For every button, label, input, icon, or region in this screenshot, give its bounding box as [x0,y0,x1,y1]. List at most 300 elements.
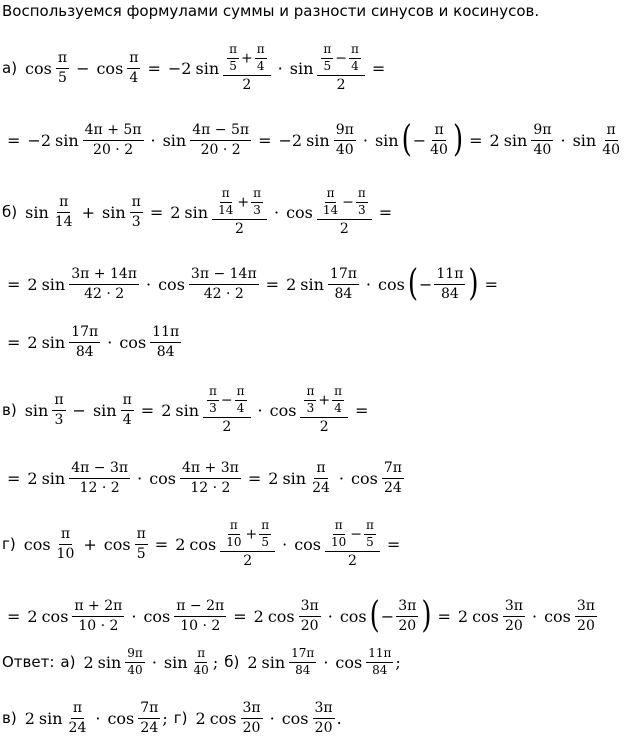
numerator: 3π [241,700,263,718]
math-token: cos [103,534,131,554]
numerator: π [314,460,327,478]
fraction [317,43,365,93]
numerator: π [356,187,368,203]
numerator: π [56,50,69,68]
math-token: cos [351,468,378,488]
parenthesis: ( [369,595,380,637]
denominator: 84 [156,343,175,360]
operator: = [469,130,483,150]
operator: = [7,130,21,150]
denominator: 4 [129,69,139,86]
math-token: − [350,526,363,543]
math-token: ; [162,708,168,728]
numerator: π [59,526,72,544]
fraction [127,50,140,85]
math-token: −2 [167,58,192,78]
parenthesis: ) [421,595,432,637]
math-token: − [342,194,354,211]
line-b2 [2,264,503,304]
denominator: 84 [440,285,459,302]
denominator: 5 [229,58,237,73]
operator: = [247,468,262,488]
math-token: − [418,274,433,294]
fraction [321,43,333,74]
fraction [53,194,75,229]
math-token: sin [38,708,63,728]
math-token: sin [25,202,49,222]
numerator: π + 2π [72,598,124,616]
operator: · [151,652,157,672]
math-token: cos [544,606,571,626]
denominator: 20 [242,719,261,736]
math-token: cos [143,606,171,626]
fraction [349,43,361,74]
fraction [227,43,239,74]
numerator: π − 2π [174,598,226,616]
fraction [72,598,124,633]
math-token: б) [224,653,240,671]
numerator: π [207,385,219,401]
numerator [212,187,267,220]
math-token: cos [96,58,124,78]
denominator: 10 · 2 [78,617,119,634]
fraction [207,385,219,416]
operator: = [386,534,401,554]
math-token: cos [269,400,297,420]
numerator [223,43,271,76]
operator: · [365,274,372,294]
fraction [174,598,226,633]
numerator: 3π − 14π [189,266,259,284]
denominator: 40 [602,141,621,158]
fraction [321,187,340,218]
fraction [138,700,160,735]
operator: = [354,400,369,420]
fraction [332,385,344,416]
numerator: 17π [328,266,359,284]
fraction [329,519,348,550]
math-token: 2 [489,130,500,150]
operator: = [7,332,21,352]
math-token: cos [335,652,363,672]
fraction [135,526,148,561]
denominator: 3 [54,411,64,428]
operator: · [531,606,538,626]
math-token: − [220,392,233,409]
math-token: cos [472,606,499,626]
fraction [313,700,335,735]
math-token: sin [195,58,220,78]
operator: = [484,274,498,294]
numerator: π [605,122,618,140]
numerator: π [432,122,445,140]
fraction [121,392,134,427]
line-a2 [2,120,624,160]
denominator: 20 · 2 [93,141,134,158]
numerator: π [349,43,361,59]
fraction [235,385,247,416]
operator: · [273,202,280,222]
denominator: 3 [253,202,261,217]
operator: = [149,202,164,222]
math-token: 2 [83,652,94,672]
math-token: г) [173,709,188,727]
math-token: sin [374,130,399,150]
math-token: cos [149,468,176,488]
fraction [259,519,271,550]
denominator: 84 [295,662,311,677]
numerator [220,519,275,552]
denominator: 2 [235,220,244,237]
math-token: + [237,194,250,211]
fraction [334,122,356,157]
numerator: π [235,385,247,401]
fraction [52,392,65,427]
math-token: 2 [175,534,186,554]
math-token: cos [119,332,147,352]
label-a: а) [2,59,18,77]
math-token: cos [41,606,69,626]
intro-text: Воспользуемся формулами суммы и разности синусов и косинусов. [2,2,540,20]
numerator: π [127,50,140,68]
numerator: π [135,526,148,544]
denominator: 5 [261,534,269,549]
denominator: 2 [336,76,346,93]
operator: · [277,58,283,78]
denominator: 2 [242,76,252,93]
operator: · [269,708,275,728]
math-token: cos [378,274,405,294]
operator: = [437,606,451,626]
denominator: 42 · 2 [203,285,244,302]
fraction [325,519,380,569]
math-token: − [380,606,395,626]
denominator: 14 [218,202,234,217]
math-token: −2 [27,130,51,150]
fraction [224,519,243,550]
numerator: 7π [138,700,160,718]
math-token: sin [41,274,66,294]
fraction [600,122,622,157]
line-g1 [2,518,405,569]
denominator: 84 [334,285,353,302]
denominator: 3 [306,400,315,415]
fraction [220,519,275,569]
denominator: 24 [140,719,159,736]
parenthesis: ( [401,119,412,161]
math-token: 2 [24,708,35,728]
numerator: π [71,700,84,718]
math-token: 2 [27,274,38,294]
math-token: 2 [286,274,297,294]
fraction [69,460,130,495]
denominator: 24 [312,479,330,496]
operator: · [95,708,101,728]
fraction [382,460,404,495]
operator: · [362,130,368,150]
math-token: cos [267,606,295,626]
denominator: 2 [348,552,357,569]
numerator [317,187,372,220]
denominator: 10 · 2 [180,617,221,634]
fraction [69,324,100,359]
numerator: 11π [366,647,393,663]
numerator: π [220,187,232,203]
fraction [434,266,465,301]
math-token: 2 [253,606,264,626]
operator: · [560,130,566,150]
denominator: 5 [366,534,374,549]
denominator: 2 [339,220,349,237]
parenthesis: ) [452,119,464,161]
math-token: cos [286,202,313,222]
numerator: π [227,43,239,59]
label-g: г) [2,535,16,553]
fn: cos [25,58,52,78]
numerator: π [255,43,267,59]
numerator: 3π [503,598,525,616]
operator: · [137,468,143,488]
numerator: 17π [289,647,316,663]
fraction [299,598,321,633]
denominator: 10 [56,545,75,562]
numerator [317,43,365,76]
fraction [300,385,348,435]
numerator: 11π [434,266,465,284]
fraction [69,266,139,301]
fraction [356,187,368,218]
label-b: б) [2,203,18,221]
operator: = [233,606,247,626]
fraction [503,598,525,633]
math-token: sin [282,468,307,488]
parenthesis: ( [407,263,418,305]
numerator: 4π − 3π [69,460,130,478]
parenthesis: ) [468,263,479,305]
math-token: sin [184,202,209,222]
operator: · [323,652,329,672]
operator: · [338,468,345,488]
math-token: . [336,708,342,728]
denominator: 40 [127,662,143,677]
answer-line-1 [2,645,401,679]
denominator: 84 [372,662,388,677]
math-token: sin [92,400,117,420]
operator: = [378,202,393,222]
numerator: π [195,647,207,663]
numerator: π [228,519,240,535]
math-token: cos [294,534,322,554]
numerator: 11π [150,324,181,342]
operator: · [146,274,152,294]
numerator: π [251,187,263,203]
math-token: 2 [161,400,172,420]
line-b3 [2,322,183,362]
denominator: 10 [226,534,242,549]
math-token: ; [395,652,401,672]
operator: = [154,534,169,554]
fraction [83,122,144,157]
math-token: sin [163,652,188,672]
math-token: sin [97,652,122,672]
denominator: 20 [300,617,319,634]
math-token: 2 [247,652,258,672]
numerator: 9π [334,122,356,140]
numerator: 3π [396,598,418,616]
denominator: 20 [577,617,595,634]
line-a1 [2,42,390,93]
math-token: sin [41,468,66,488]
fraction [251,187,263,218]
math-token: sin [503,130,528,150]
fraction [364,519,376,550]
operator: · [150,130,156,150]
numerator: 9π [125,647,145,663]
operator: + [83,534,97,554]
numerator: π [130,194,143,212]
operator: · [257,400,263,420]
numerator: 3π + 14π [69,266,139,284]
denominator: 5 [136,545,146,562]
denominator: 3 [358,202,366,217]
math-token: − [412,130,427,150]
line-v1 [2,384,373,435]
numerator: π [332,385,344,401]
fraction [317,187,372,237]
denominator: 4 [122,411,132,428]
fraction [180,460,241,495]
operator: · [107,332,113,352]
denominator: 2 [319,418,329,435]
numerator: π [321,43,333,59]
numerator: 7π [382,460,404,478]
fraction [304,385,316,416]
line-v2 [2,458,406,498]
math-token: cos [158,274,185,294]
denominator: 14 [322,202,339,217]
fraction [328,266,359,301]
fraction [130,194,143,229]
numerator: π [52,392,65,410]
fraction [203,385,251,435]
answer-label: Ответ: [2,653,55,671]
fraction [223,43,271,93]
line-g2 [2,596,599,636]
operator: · [282,534,288,554]
denominator: 12 · 2 [190,479,231,496]
operator: − [72,400,86,420]
denominator: 5 [58,69,67,86]
denominator: 4 [351,58,359,73]
fraction [366,647,393,678]
math-token: sin [289,58,314,78]
math-token: sin [175,400,200,420]
denominator: 20 · 2 [200,141,241,158]
operator: = [371,58,386,78]
math-token: sin [300,274,324,294]
numerator: π [121,392,134,410]
numerator: π [259,519,271,535]
denominator: 2 [243,552,253,569]
math-token: cos [339,606,367,626]
math-token: sin [261,652,286,672]
numerator: π [325,187,337,203]
numerator [325,519,380,552]
numerator: 9π [531,122,553,140]
math-token: ; [212,652,219,672]
math-token: cos [107,708,135,728]
denominator: 5 [323,58,332,73]
numerator [203,385,251,418]
math-token: + [318,392,331,409]
fraction [428,122,450,157]
numerator: 4π − 5π [190,122,251,140]
fraction [241,700,263,735]
denominator: 2 [222,418,232,435]
denominator: 12 · 2 [79,479,120,496]
denominator: 24 [68,719,87,736]
answer-line-2 [2,698,342,738]
numerator: 4π + 5π [83,122,144,140]
math-token: 2 [457,606,469,626]
denominator: 20 [505,617,523,634]
fraction [212,187,267,237]
denominator: 84 [75,343,94,360]
denominator: 4 [334,400,342,415]
operator: = [265,274,280,294]
math-token: cos [23,534,51,554]
denominator: 4 [236,400,245,415]
math-token: sin [55,130,79,150]
math-token: − [335,50,347,67]
numerator: 3π [313,700,335,718]
math-token: + [245,526,258,543]
math-token: cos [209,708,237,728]
numerator: 4π + 3π [180,460,241,478]
operator: · [327,606,333,626]
line-b1 [2,186,397,237]
fraction [189,266,259,301]
operator: = [7,606,21,626]
operator: + [81,202,95,222]
denominator: 40 [533,141,552,158]
denominator: 3 [209,400,217,415]
numerator: π [304,385,316,401]
denominator: 40 [335,141,354,158]
fraction [192,647,211,678]
denominator: 24 [383,479,402,496]
fraction [56,50,69,85]
denominator: 42 · 2 [84,285,125,302]
math-token: а) [60,653,76,671]
denominator: 40 [193,662,209,677]
operator: = [147,58,161,78]
operator: = [258,130,272,150]
fraction [150,324,181,359]
math-token: 2 [27,468,38,488]
math-token: cos [189,534,217,554]
fraction [255,43,267,74]
math-token: −2 [278,130,303,150]
math-token: 2 [27,606,38,626]
math-token: sin [572,130,597,150]
fraction [575,598,597,633]
denominator: 10 [331,534,347,549]
fraction [396,598,418,633]
denominator: 3 [131,213,141,230]
denominator: 40 [430,141,448,158]
fraction [67,700,89,735]
